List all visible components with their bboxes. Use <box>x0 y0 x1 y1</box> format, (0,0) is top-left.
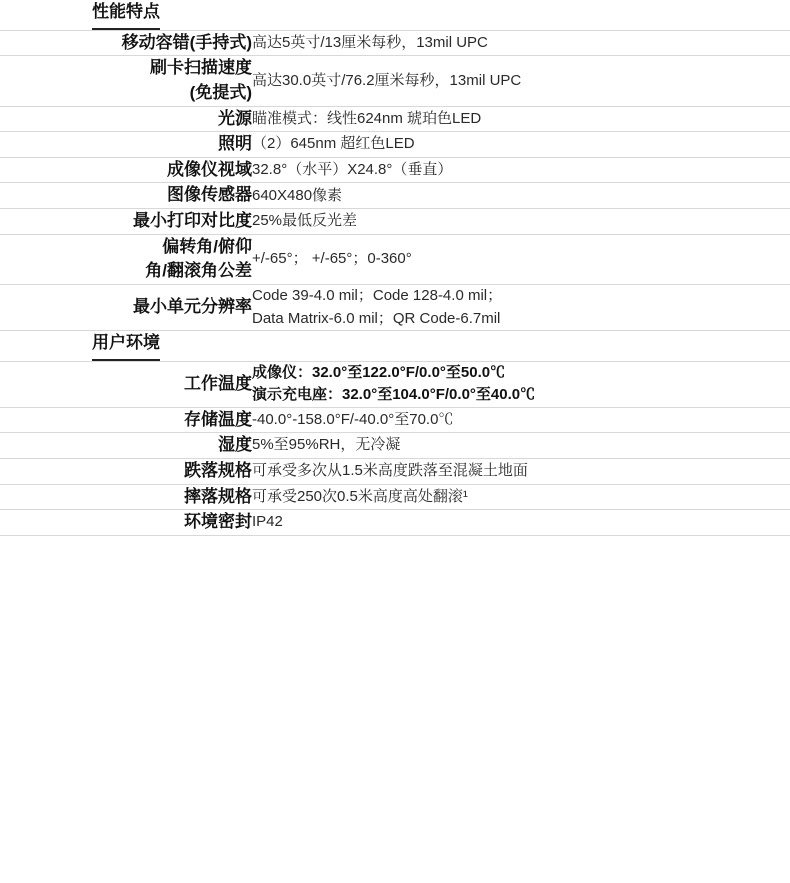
spec-label-line: 移动容错(手持式) <box>121 32 252 52</box>
table-row <box>0 407 790 433</box>
spec-value-line: 可承受250次0.5米高度高处翻滚¹ <box>252 487 468 505</box>
spec-value-line: 可承受多次从1.5米高度跌落至混凝土地面 <box>252 462 528 480</box>
spec-label-line: 光源 <box>218 108 252 128</box>
table-row <box>0 157 790 183</box>
spec-label-line: 成像仪视域 <box>167 159 252 179</box>
table-row <box>0 106 790 132</box>
spec-label-line: 摔落规格 <box>184 486 252 506</box>
spec-value <box>252 157 790 183</box>
spec-label-line: 最小单元分辨率 <box>133 297 252 317</box>
spec-label <box>0 361 252 407</box>
section-heading-label <box>0 0 252 30</box>
spec-label <box>0 106 252 132</box>
spec-value-line: 演示充电座：32.0°至104.0°F/0.0°至40.0℃ <box>252 386 536 404</box>
spec-label-line: 刷卡扫描速度 <box>150 58 252 78</box>
spec-label <box>0 285 252 331</box>
spec-label <box>0 157 252 183</box>
spec-label-line: 照明 <box>218 134 252 154</box>
spec-value-line: 25%最低反光差 <box>252 212 358 230</box>
spec-label <box>0 183 252 209</box>
spec-label-line: 存储温度 <box>184 409 252 429</box>
section-heading-label <box>0 331 252 362</box>
table-row <box>0 234 790 284</box>
spec-value-line: 高达5英寸/13厘米每秒，13mil UPC <box>252 33 488 51</box>
table-row <box>0 132 790 158</box>
spec-value <box>252 106 790 132</box>
section-heading-row <box>0 0 790 30</box>
table-row <box>0 510 790 536</box>
spec-label <box>0 234 252 284</box>
spec-label <box>0 433 252 459</box>
spec-value <box>252 234 790 284</box>
section-title-text: 性能特点 <box>92 0 160 30</box>
spec-value-line: 640X480像素 <box>252 186 343 204</box>
spec-label <box>0 407 252 433</box>
table-row <box>0 285 790 331</box>
spec-label <box>0 458 252 484</box>
spec-value <box>252 331 790 362</box>
spec-label <box>0 510 252 536</box>
table-row <box>0 433 790 459</box>
table-row <box>0 361 790 407</box>
section-title-text: 用户环境 <box>92 331 160 361</box>
table-row <box>0 458 790 484</box>
spec-value <box>252 0 790 30</box>
spec-value <box>252 484 790 510</box>
spec-label-line: 图像传感器 <box>167 185 252 205</box>
table-row <box>0 56 790 106</box>
spec-label-line: 跌落规格 <box>184 460 252 480</box>
section-heading-row <box>0 331 790 362</box>
spec-value-line: 5%至95%RH，无冷凝 <box>252 436 401 454</box>
spec-value-line: -40.0°-158.0°F/-40.0°至70.0℃ <box>252 410 454 428</box>
spec-value-line: Code 39-4.0 mil；Code 128-4.0 mil； <box>252 287 503 305</box>
table-row <box>0 183 790 209</box>
spec-value-line: 32.8°（水平）X24.8°（垂直） <box>252 160 453 178</box>
spec-label-line: 湿度 <box>218 435 252 455</box>
spec-value <box>252 183 790 209</box>
table-row <box>0 484 790 510</box>
spec-value-line: 高达30.0英寸/76.2厘米每秒，13mil UPC <box>252 71 522 89</box>
spec-label-line: 工作温度 <box>184 373 252 393</box>
spec-value-line: IP42 <box>252 513 283 531</box>
spec-label-line: (免提式) <box>189 82 252 102</box>
spec-value-line: 成像仪：32.0°至122.0°F/0.0°至50.0℃ <box>252 363 506 381</box>
spec-label-line: 偏转角/俯仰 <box>162 236 252 256</box>
spec-value <box>252 433 790 459</box>
spec-value <box>252 361 790 407</box>
spec-value <box>252 56 790 106</box>
spec-value-line: （2）645nm 超红色LED <box>252 135 415 153</box>
spec-label-line: 环境密封 <box>184 512 252 532</box>
spec-value <box>252 285 790 331</box>
spec-label <box>0 30 252 56</box>
spec-value <box>252 510 790 536</box>
spec-label-line: 角/翻滚角公差 <box>145 261 252 281</box>
spec-label <box>0 132 252 158</box>
spec-value <box>252 132 790 158</box>
spec-value <box>252 458 790 484</box>
spec-value-line: 瞄准模式：线性624nm 琥珀色LED <box>252 109 482 127</box>
spec-value-line: Data Matrix-6.0 mil；QR Code-6.7mil <box>252 309 501 327</box>
spec-value <box>252 209 790 235</box>
spec-label-line: 最小打印对比度 <box>133 211 252 231</box>
spec-label <box>0 56 252 106</box>
spec-value <box>252 407 790 433</box>
table-row <box>0 209 790 235</box>
spec-label <box>0 209 252 235</box>
spec-value-line: +/-65°； +/-65°；0-360° <box>252 250 412 268</box>
spec-value <box>252 30 790 56</box>
spec-label <box>0 484 252 510</box>
table-row <box>0 30 790 56</box>
